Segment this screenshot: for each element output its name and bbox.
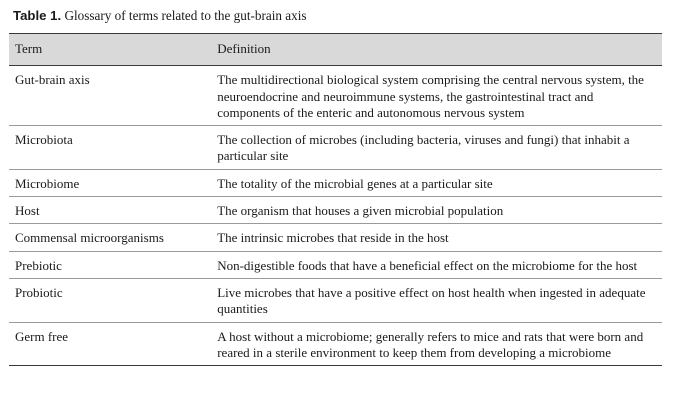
table-row <box>9 224 662 251</box>
glossary-table <box>9 33 662 366</box>
term-cell: Probiotic <box>9 278 211 322</box>
table-caption-text: Glossary of terms related to the gut-brain axis <box>61 8 307 23</box>
table-row <box>9 169 662 196</box>
definition-cell: The organism that houses a given microbial population <box>211 197 662 224</box>
term-cell: Prebiotic <box>9 251 211 278</box>
term-cell: Microbiome <box>9 169 211 196</box>
term-cell: Host <box>9 197 211 224</box>
definition-cell: Non-digestible foods that have a beneficial effect on the microbiome for the host <box>211 251 662 278</box>
table-body <box>9 66 662 366</box>
definition-cell: The collection of microbes (including bacteria, viruses and fungi) that inhabit a particular site <box>211 126 662 170</box>
definition-cell: The intrinsic microbes that reside in the host <box>211 224 662 251</box>
table-row <box>9 126 662 170</box>
table-row <box>9 197 662 224</box>
definition-cell: A host without a microbiome; generally refers to mice and rats that were born and reared in a sterile environment to keep them from developing a microbiome <box>211 322 662 366</box>
header-term: Term <box>9 34 211 66</box>
table-row <box>9 322 662 366</box>
header-definition: Definition <box>211 34 662 66</box>
header-row <box>9 34 662 66</box>
table-row <box>9 66 662 126</box>
term-cell: Commensal microorganisms <box>9 224 211 251</box>
term-cell: Germ free <box>9 322 211 366</box>
table-row <box>9 278 662 322</box>
definition-cell: Live microbes that have a positive effect on host health when ingested in adequate quantities <box>211 278 662 322</box>
term-cell: Microbiota <box>9 126 211 170</box>
table-caption <box>13 8 307 24</box>
table-caption-label: Table 1. <box>13 8 62 23</box>
table-header <box>9 34 662 66</box>
table-row <box>9 251 662 278</box>
definition-cell: The totality of the microbial genes at a particular site <box>211 169 662 196</box>
definition-cell: The multidirectional biological system comprising the central nervous system, the neuroendocrine and neuroimmune systems, the gastrointestinal tract and components of the enteric and autonomous nervous system <box>211 66 662 126</box>
term-cell: Gut-brain axis <box>9 66 211 126</box>
